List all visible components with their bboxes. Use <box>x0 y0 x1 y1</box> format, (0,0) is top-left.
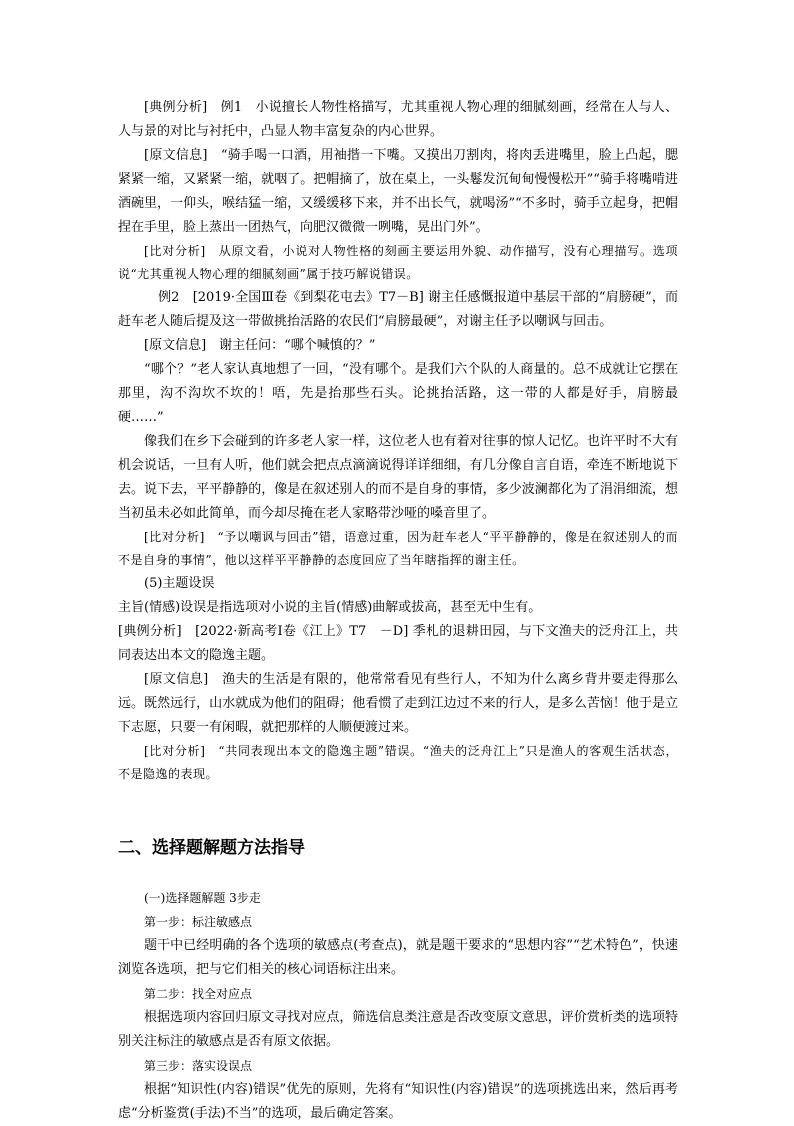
step2-title: 第二步：找全对应点 <box>144 987 253 1001</box>
example1-source: [原文信息] “骑手喝一口酒，用袖揩一下嘴。又摸出刀割肉，将肉丢进嘴里，脸上凸起，腮紧紧一缩，又紧紧一缩，就咽了。把帽摘了，放在桌上，一头鬈发沉甸甸慢慢松开”“骑手将嘴啃进酒碗里，一仰头，喉结猛一缩，又缓缓移下来，并不出长气，就喝汤”“不多时，骑手立起身，把帽捏在手里，脸上蒸出一团热气，向肥汉微微一咧嘴，晃出门外”。 <box>118 148 678 235</box>
example1-comparison: [比对分析] 从原文看，小说对人物性格的刻画主要运用外貌、动作描写，没有心理描写。选项说“尤其重视人物心理的细腻刻画”属于技巧解说错误。 <box>118 244 678 281</box>
example3-comparison: [比对分析] “共同表现出本文的隐逸主题”错误。“渔夫的泛舟江上”只是渔人的客观生活状态，不是隐逸的表现。 <box>118 744 678 781</box>
example3-source: [原文信息] 渔夫的生活是有限的，他常常看见有些行人，不知为什么离乡背井要走得那么远。既然远行，山水就成为他们的阻碍；他看惯了走到江边过不来的行人，是多么苦恼！他于是立下志愿，只要一有闲暇，就把那样的人顺便渡过来。 <box>118 672 678 735</box>
subsection-theme-error: (5)主题设误 <box>144 576 215 591</box>
example2-analysis: 例2 [2019·全国Ⅲ卷《到梨花屯去》T7－B] 谢主任感慨报道中基层干部的“肩膀硬”，而赶车老人随后提及这一带做挑抬活路的农民们“肩膀最硬”，对谢主任予以嘲讽与回击。 <box>118 290 678 329</box>
step3-title: 第三步：落实设误点 <box>144 1059 253 1073</box>
step3-body: 根据“知识性(内容)错误”优先的原则，先将有“知识性(内容)错误”的选项挑选出来，然后再考虑“分析鉴赏(手法)不当”的选项，最后确定答案。 <box>118 1082 678 1121</box>
step1-body: 题干中已经明确的各个选项的敏感点(考查点)，就是题干要求的“思想内容”“艺术特色”，快速浏览各选项，把与它们相关的核心词语标注出来。 <box>118 938 678 977</box>
document-page <box>118 96 678 1126</box>
example2-quote: “哪个？”老人家认真地想了一回，“没有哪个。是我们六个队的人商量的。总不成就让它摆在那里，沟不沟坎不坎的！唔，先是抬那些石头。论挑抬活路，这一带的人都是好手，肩膀最硬……” <box>118 362 678 425</box>
example2-source: [原文信息] 谢主任问：“哪个喊慎的？” <box>144 338 376 353</box>
example1-analysis: [典例分析] 例1 小说擅长人物性格描写，尤其重视人物心理的细腻刻画，经常在人与人、人与景的对比与衬托中，凸显人物丰富复杂的内心世界。 <box>118 100 678 139</box>
example2-narration: 像我们在乡下会碰到的许多老人家一样，这位老人也有着对往事的惊人记忆。也许平时不大有机会说话，一旦有人听，他们就会把点点滴滴说得详详细细，有几分像自言自语，牵连不断地说下去。说下去，平平静静的，像是在叙述别人的而不是自身的事情，多少波澜都化为了涓涓细流，想当初虽未必如此简单，而今却尽掩在老人家略带沙哑的嗓音里了。 <box>118 434 678 521</box>
steps-title: (一)选择题解题 3步走 <box>144 891 261 905</box>
step1-title: 第一步：标注敏感点 <box>144 915 253 929</box>
example3-analysis: [典例分析] [2022·新高考Ⅰ卷《江上》T7 －D] 季札的退耕田园，与下文渔夫的泛舟江上，共同表达出本文的隐逸主题。 <box>118 624 678 663</box>
step2-body: 根据选项内容回归原文寻找对应点，筛选信息类注意是否改变原文意思，评价赏析类的选项特别关注标注的敏感点是否有原文依据。 <box>118 1010 678 1049</box>
section-heading: 二、选择题解题方法指导 <box>118 838 305 858</box>
example2-comparison: [比对分析] “予以嘲讽与回击”错，语意过重，因为赶车老人“平平静静的，像是在叙述别人的而不是自身的事情”，他以这样平平静静的态度回应了当年瞎指挥的谢主任。 <box>118 530 678 567</box>
theme-error-definition: 主旨(情感)设误是指选项对小说的主旨(情感)曲解或拔高，甚至无中生有。 <box>118 600 542 615</box>
